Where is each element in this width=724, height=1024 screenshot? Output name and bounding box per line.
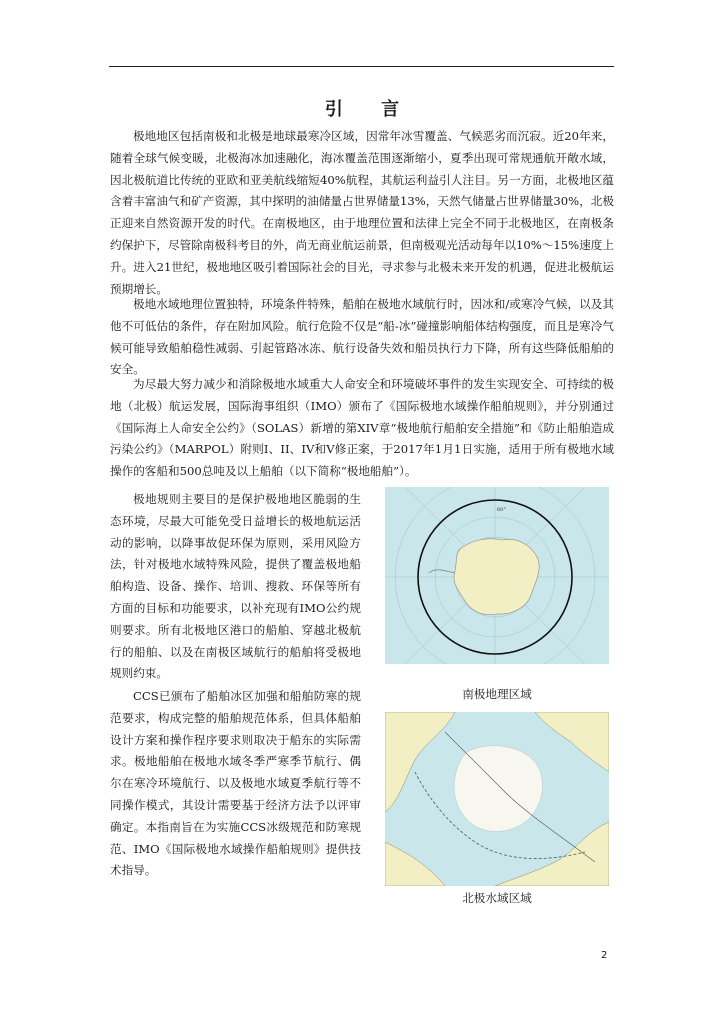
paragraph-polar-code-purpose: 极地规则主要目的是保护极地地区脆弱的生态环境，尽最大可能免受日益增长的极地航运活动的影响，以降事故促环保为原则，采用风险方法，针对极地水域特殊风险，提供了覆盖极地船舶构造、设备、操作、培训、搜救、环保等所有方面的目标和功能要求，以补充现有IMO公约规则要求。所有北极地区港口的船舶、穿越北极航行的船舶、以及在南极区域航行的船舶将受极地规则约束。	[110, 492, 361, 681]
paragraph-polar-risk: 极地水域地理位置独特，环境条件特殊，船舶在极地水域航行时，因冰和/或寒冷气候，以及其他不可低估的条件，存在附加风险。航行危险不仅是“船-冰”碰撞影响船体结构强度，而且是寒冷气候可能导致船舶稳性减弱、引起管路冰冻、航行设备失效和船员执行力下降，所有这些降低船舶的安全。	[110, 297, 614, 377]
arctic-map-figure	[385, 712, 609, 886]
arctic-map	[385, 712, 609, 886]
header-rule	[109, 66, 614, 67]
page-number: 2	[601, 950, 608, 961]
svg-text:60°: 60°	[497, 507, 506, 513]
paragraph-ccs-guide: CCS已颁布了船舶冰区加强和船舶防寒的规范要求，构成完整的船舶规范体系，但具体船舶设计方案和操作程序要求则取决于船东的实际需求。极地船舶在极地水域冬季严寒季节航行、偶尔在寒冷环境航行、以及极地水域夏季航行等不同操作模式，其设计需要基于经济方法予以评审确定。本指南旨在为实施CCS冰级规范和防寒规范、IMO《国际极地水域操作船舶规则》提供技术指导。	[110, 689, 361, 878]
antarctic-caption: 南极地理区域	[462, 687, 532, 701]
page-title: 引 言	[324, 99, 416, 120]
arctic-caption: 北极水域区域	[462, 891, 532, 905]
paragraph-intro: 极地地区包括南极和北极是地球最寒冷区域，因常年冰雪覆盖、气候恶劣而沉寂。近20年来，随着全球气候变暖，北极海冰加速融化，海冰覆盖范围逐渐缩小，夏季出现可常规通航开敞水域，因北极航道比传统的亚欧和亚美航线缩短40%航程，其航运利益引人注目。另一方面，北极地区蕴含着丰富油气和矿产资源，其中探明的油储量占世界储量13%，天然气储量占世界储量30%，北极正迎来自然资源开发的时代。在南极地区，由于地理位置和法律上完全不同于北极地区，在南极条约保护下，尽管除南极科考目的外，尚无商业航运前景，但南极观光活动每年以10%～15%速度上升。进入21世纪，极地地区吸引着国际社会的目光，寻求参与北极未来开发的机遇，促进北极航运预期增长。	[110, 129, 614, 296]
paragraph-imo-code: 为尽最大努力减少和消除极地水域重大人命安全和环境破坏事件的发生实现安全、可持续的极地（北极）航运发展，国际海事组织（IMO）颁布了《国际极地水域操作船舶规则》，并分别通过《国际海上人命安全公约》（SOLAS）新增的第XIV章“极地航行船舶安全措施”和《防止船舶造成污染公约》（MARPOL）附则I、II、IV和V修正案，于2017年1月1日实施，适用于所有极地水域操作的客船和500总吨及以上船舶（以下简称“极地船舶”）。	[110, 377, 614, 479]
antarctic-map-figure	[385, 487, 609, 664]
antarctic-map	[385, 487, 609, 664]
